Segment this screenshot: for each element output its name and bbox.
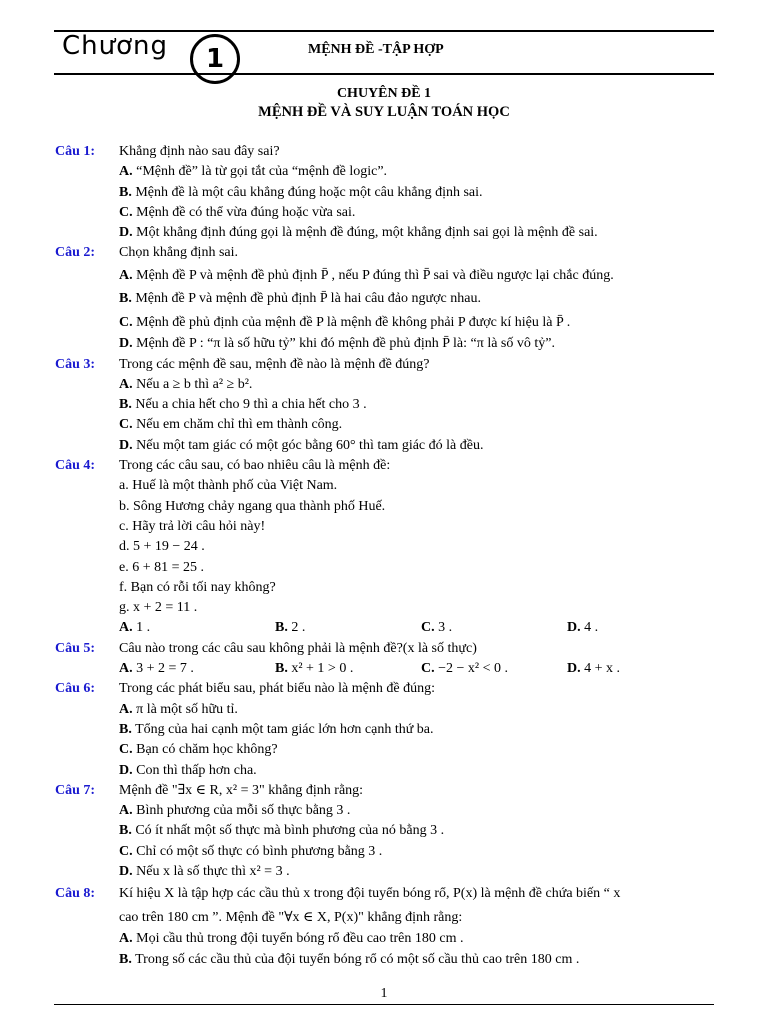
answer-option xyxy=(0,375,768,395)
option-content xyxy=(119,311,570,335)
option-label: C. xyxy=(119,314,133,330)
option-content xyxy=(119,740,278,760)
question-number: Câu 2: xyxy=(55,245,96,261)
option-content xyxy=(119,537,205,557)
answer-option xyxy=(0,761,768,781)
option-text: 4 . xyxy=(580,620,599,636)
chapter-number-badge: 1 xyxy=(190,34,240,84)
chapter-word: Chương xyxy=(62,31,169,61)
option-content xyxy=(119,264,614,288)
question-line xyxy=(0,781,768,801)
option-label: B. xyxy=(119,951,132,967)
question-number: Câu 8: xyxy=(55,886,96,902)
option-label: A. xyxy=(119,661,133,677)
option-content xyxy=(119,476,337,496)
option-label: B. xyxy=(119,184,132,200)
option-label: C. xyxy=(119,843,133,859)
answer-option xyxy=(0,950,768,970)
option-content xyxy=(119,162,387,182)
option-content xyxy=(119,761,257,781)
answer-option xyxy=(0,558,768,578)
option-text: 4 + x . xyxy=(580,661,621,677)
option-text: f. Bạn có rỗi tối nay không? xyxy=(119,579,276,595)
question-text: Trong các mệnh đề sau, mệnh đề nào là mệnh đề đúng? xyxy=(119,356,430,372)
option-content xyxy=(119,862,290,882)
answer-option xyxy=(0,537,768,557)
answer-options-row xyxy=(0,659,768,679)
answer-option xyxy=(421,659,508,679)
answer-option xyxy=(0,203,768,223)
option-text: g. x + 2 = 11 . xyxy=(119,600,198,616)
option-content xyxy=(119,558,204,578)
option-label: A. xyxy=(119,620,133,636)
page-number: 1 xyxy=(380,986,388,1001)
question-line xyxy=(0,456,768,476)
option-text: Một khẳng định đúng gọi là mệnh đề đúng, một khẳng định sai gọi là mệnh đề sai. xyxy=(132,225,598,241)
option-content xyxy=(119,375,252,395)
answer-option xyxy=(275,618,305,638)
option-content xyxy=(119,287,481,311)
answer-option xyxy=(0,287,768,311)
option-content xyxy=(119,821,444,841)
option-label: D. xyxy=(567,661,581,677)
option-label: B. xyxy=(119,397,132,413)
answer-option xyxy=(0,476,768,496)
option-label: B. xyxy=(119,721,132,737)
answer-option xyxy=(275,659,353,679)
answer-option xyxy=(0,801,768,821)
answer-option xyxy=(0,162,768,182)
question-number: Câu 4: xyxy=(55,458,96,474)
question-number: Câu 7: xyxy=(55,782,96,798)
option-label: C. xyxy=(119,742,133,758)
option-text: Mọi cầu thủ trong đội tuyển bóng rổ đều cao trên 180 cm . xyxy=(132,931,464,947)
option-label: B. xyxy=(275,661,288,677)
option-content xyxy=(119,700,238,720)
option-content xyxy=(119,801,350,821)
option-content xyxy=(119,203,355,223)
option-text: 3 . xyxy=(434,620,453,636)
option-text: Nếu một tam giác có một góc bằng 60° thì tam giác đó là đều. xyxy=(132,437,484,453)
option-text: Nếu a ≥ b thì a² ≥ b². xyxy=(132,376,253,392)
answer-option xyxy=(0,264,768,288)
option-text: “Mệnh đề” là từ gọi tắt của “mệnh đề logic”. xyxy=(132,164,388,180)
option-label: D. xyxy=(119,336,133,352)
option-content xyxy=(119,223,598,243)
option-content xyxy=(119,395,367,415)
topic-label: CHUYÊN ĐỀ 1 xyxy=(336,86,432,101)
option-text: d. 5 + 19 − 24 . xyxy=(119,539,205,555)
answer-option xyxy=(0,311,768,335)
option-content xyxy=(119,950,579,970)
option-label: A. xyxy=(119,376,133,392)
question-line xyxy=(0,355,768,375)
option-text: Trong số các cầu thủ của đội tuyển bóng rổ có một số cầu thủ cao trên 180 cm . xyxy=(131,951,580,967)
option-text: Con thì thấp hơn cha. xyxy=(132,762,257,778)
question-text: Câu nào trong các câu sau không phải là mệnh đề?(x là số thực) xyxy=(119,640,477,656)
option-text: −2 − x² < 0 . xyxy=(434,661,509,677)
question-line xyxy=(0,679,768,699)
answer-option xyxy=(0,842,768,862)
option-label: C. xyxy=(421,620,435,636)
option-label: A. xyxy=(119,803,133,819)
option-text: Tổng của hai cạnh một tam giác lớn hơn cạnh thứ ba. xyxy=(131,721,434,737)
option-text: Mệnh đề là một câu khẳng đúng hoặc một câu khẳng định sai. xyxy=(131,184,483,200)
option-text: Mệnh đề P và mệnh đề phủ định P̄ là hai câu đảo ngược nhau. xyxy=(131,291,481,307)
option-content xyxy=(119,183,483,203)
question-line xyxy=(0,882,768,906)
option-content xyxy=(119,497,385,517)
answer-option xyxy=(0,395,768,415)
option-text: b. Sông Hương chảy ngang qua thành phố Huế. xyxy=(119,498,386,514)
option-label: D. xyxy=(567,620,581,636)
question-number: Câu 6: xyxy=(55,681,96,697)
question-number: Câu 5: xyxy=(55,640,96,656)
option-label: A. xyxy=(119,701,133,717)
answer-option xyxy=(0,740,768,760)
option-content xyxy=(119,906,462,930)
chapter-title: MỆNH ĐỀ -TẬP HỢP xyxy=(308,42,444,57)
option-label: C. xyxy=(119,204,133,220)
option-label: D. xyxy=(119,225,133,241)
answer-option xyxy=(0,183,768,203)
answer-option xyxy=(0,223,768,243)
option-content xyxy=(119,598,197,618)
option-content xyxy=(119,415,342,435)
option-text: Mệnh đề P : “π là số hữu tỷ” khi đó mệnh đề phủ định P̄ là: “π là số vô tỷ”. xyxy=(132,336,555,352)
option-text: Mệnh đề phủ định của mệnh đề P là mệnh đề không phải P được kí hiệu là P̄ . xyxy=(132,314,571,330)
option-content xyxy=(119,929,464,949)
option-text: Có ít nhất một số thực mà bình phương của nó bằng 3 . xyxy=(131,823,445,839)
answer-option xyxy=(0,862,768,882)
answer-option xyxy=(119,618,150,638)
question-text: Kí hiệu X là tập hợp các cầu thủ x trong đội tuyển bóng rổ, P(x) là mệnh đề chứa biến “ x xyxy=(119,886,621,902)
option-label: D. xyxy=(119,437,133,453)
question-line xyxy=(0,243,768,263)
question-text: Trong các câu sau, có bao nhiêu câu là mệnh đề: xyxy=(119,458,391,474)
option-text: 1 . xyxy=(132,620,151,636)
option-text: Bạn có chăm học không? xyxy=(132,742,278,758)
option-label: A. xyxy=(119,267,133,283)
question-text: Trong các phát biểu sau, phát biểu nào là mệnh đề đúng: xyxy=(119,681,435,697)
option-text: Nếu a chia hết cho 9 thì a chia hết cho 3 . xyxy=(131,397,367,413)
option-label: C. xyxy=(119,417,133,433)
option-label: B. xyxy=(119,823,132,839)
option-text: e. 6 + 81 = 25 . xyxy=(119,559,205,575)
option-label: D. xyxy=(119,864,133,879)
option-content xyxy=(119,517,265,537)
option-text: cao trên 180 cm ”. Mệnh đề "∀x ∈ X, P(x)" khẳng định rằng: xyxy=(119,909,463,925)
option-text: π là một số hữu tỉ. xyxy=(132,701,238,717)
option-text: Nếu x là số thực thì x² = 3 . xyxy=(132,864,290,879)
option-text: Nếu em chăm chỉ thì em thành công. xyxy=(132,417,343,433)
question-line xyxy=(0,142,768,162)
answer-options-row xyxy=(0,618,768,638)
option-text: c. Hãy trả lời câu hỏi này! xyxy=(119,518,266,534)
header-bottom-rule xyxy=(54,73,714,75)
option-content xyxy=(119,842,382,862)
option-label: D. xyxy=(119,762,133,778)
question-number: Câu 3: xyxy=(55,356,96,372)
answer-option xyxy=(119,659,194,679)
answer-option xyxy=(0,436,768,456)
option-text: 2 . xyxy=(287,620,306,636)
answer-option xyxy=(0,517,768,537)
option-label: A. xyxy=(119,164,133,180)
topic-title: MỆNH ĐỀ VÀ SUY LUẬN TOÁN HỌC xyxy=(258,104,510,120)
option-content xyxy=(119,578,276,598)
question-line xyxy=(0,639,768,659)
answer-option xyxy=(0,906,768,930)
answer-option xyxy=(0,415,768,435)
option-text: Mệnh đề có thể vừa đúng hoặc vừa sai. xyxy=(132,204,356,220)
option-text: Bình phương của mỗi số thực bằng 3 . xyxy=(132,803,351,819)
option-content xyxy=(119,334,555,354)
answer-option xyxy=(0,821,768,841)
answer-option xyxy=(0,929,768,949)
answer-option xyxy=(567,659,620,679)
answer-option xyxy=(0,720,768,740)
answer-option xyxy=(0,497,768,517)
option-content xyxy=(119,720,434,740)
option-label: B. xyxy=(275,620,288,636)
question-text: Chọn khẳng định sai. xyxy=(119,245,238,261)
footer-rule xyxy=(54,1004,714,1005)
option-label: C. xyxy=(421,661,435,677)
option-content xyxy=(119,436,483,456)
answer-option xyxy=(0,334,768,354)
answer-option xyxy=(421,618,452,638)
option-text: x² + 1 > 0 . xyxy=(287,661,354,677)
answer-option xyxy=(0,700,768,720)
answer-option xyxy=(0,598,768,618)
answer-option xyxy=(0,578,768,598)
question-number: Câu 1: xyxy=(55,144,96,159)
option-text: Chỉ có một số thực có bình phương bằng 3 . xyxy=(132,843,383,859)
answer-option xyxy=(567,618,598,638)
question-text: Mệnh đề "∃x ∈ R, x² = 3" khẳng định rằng: xyxy=(119,782,364,798)
option-label: B. xyxy=(119,291,132,307)
option-text: a. Huế là một thành phố của Việt Nam. xyxy=(119,478,338,494)
question-list xyxy=(0,142,768,970)
option-text: 3 + 2 = 7 . xyxy=(132,661,194,677)
question-text: Khẳng định nào sau đây sai? xyxy=(119,144,280,159)
option-label: A. xyxy=(119,931,133,947)
option-text: Mệnh đề P và mệnh đề phủ định P̄ , nếu P đúng thì P̄ sai và điều ngược lại chắc đúng. xyxy=(132,267,614,283)
